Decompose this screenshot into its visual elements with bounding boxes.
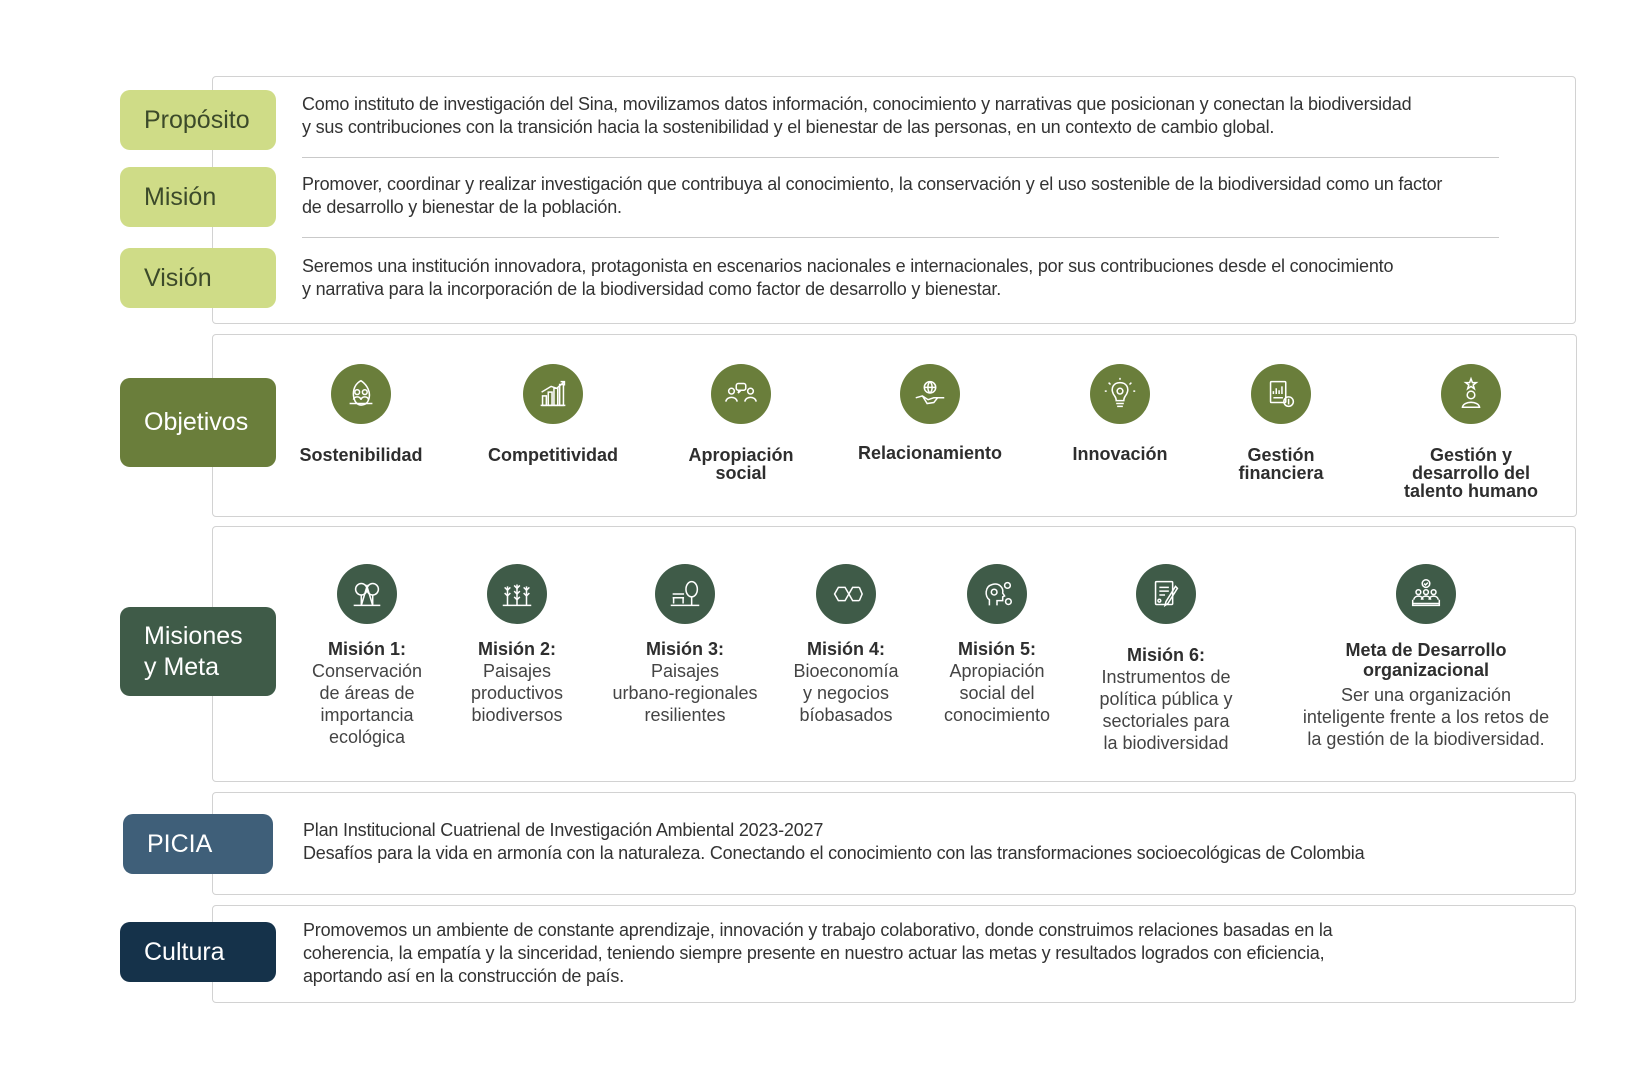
team-check-icon bbox=[1396, 564, 1456, 624]
forest-trees-icon bbox=[337, 564, 397, 624]
meta-desc: Ser una organización inteligente frente a los retos de la gestión de la biodiversidad. bbox=[1302, 685, 1550, 749]
mision-text: Promover, coordinar y realizar investigación que contribuya al conocimiento, la conservación y el uso sostenible de la biodiversidad como un factor de desarrollo y bienestar de la población. bbox=[302, 174, 1443, 217]
lightbulb-gear-icon bbox=[1090, 364, 1150, 424]
picia-tag: PICIA bbox=[123, 814, 273, 874]
mision-1 bbox=[282, 564, 452, 748]
mision-desc: Instrumentos de política pública y sectoriales para la biodiversidad bbox=[1099, 667, 1233, 753]
objetivo-relacionamiento bbox=[855, 364, 1005, 462]
mision-title: Misión 5: bbox=[957, 639, 1036, 659]
mision-desc: Conservación de áreas de importancia ecológica bbox=[311, 661, 423, 747]
objetivo-sostenibilidad bbox=[286, 364, 436, 464]
proposito-tag: Propósito bbox=[120, 90, 276, 150]
proposito-text: Como instituto de investigación del Sina, movilizamos datos información, conocimiento y narrativas que posicionan y conectan la biodiversidad y sus contribuciones con la transición hacia la sostenibilidad y el bienestar de las personas, en un contexto de cambio global. bbox=[302, 94, 1412, 137]
mision-title: Misión 4: bbox=[806, 639, 885, 659]
handshake-globe-icon bbox=[900, 364, 960, 424]
molecule-icon bbox=[816, 564, 876, 624]
objetivo-gestion-financiera bbox=[1206, 364, 1356, 482]
separator-2 bbox=[302, 237, 1499, 238]
community-group-icon bbox=[711, 364, 771, 424]
mision-4 bbox=[756, 564, 936, 726]
bench-tree-icon bbox=[655, 564, 715, 624]
person-star-icon bbox=[1441, 364, 1501, 424]
objetivo-innovacion bbox=[1045, 364, 1195, 463]
mision-desc: Bioeconomía y negocios bíobasados bbox=[793, 661, 899, 725]
mision-desc: Paisajes urbano-regionales resilientes bbox=[612, 661, 758, 725]
mision-3 bbox=[590, 564, 780, 726]
crops-plants-icon bbox=[487, 564, 547, 624]
cultura-tag: Cultura bbox=[120, 922, 276, 982]
mision-tag: Misión bbox=[120, 167, 276, 227]
mision-title: Misión 6: bbox=[1126, 645, 1205, 665]
objetivos-tag: Objetivos bbox=[120, 378, 276, 467]
separator-1 bbox=[302, 157, 1499, 158]
misiones-tag: Misiones y Meta bbox=[120, 607, 276, 696]
picia-text: Plan Institucional Cuatrienal de Investigación Ambiental 2023-2027 Desafíos para la vida en armonía con la naturaleza. Conectando el conocimiento con las transformaciones socioecológicas de Colombia bbox=[303, 820, 1365, 863]
objetivo-talento-humano bbox=[1389, 364, 1553, 500]
objetivo-label: Innovación bbox=[1072, 444, 1168, 464]
cultura-text: Promovemos un ambiente de constante aprendizaje, innovación y trabajo colaborativo, donde construimos relaciones basadas en la coherencia, la empatía y la sinceridad, teniendo siempre presente en nuestro actuar las metas y resultados logrados con eficiencia, aportando así en la construcción de país. bbox=[303, 920, 1333, 986]
objetivo-competitividad bbox=[478, 364, 628, 464]
objetivo-label: Gestión financiera bbox=[1238, 445, 1324, 483]
objetivo-label: Competitividad bbox=[487, 445, 618, 465]
vision-text: Seremos una institución innovadora, protagonista en escenarios nacionales e internacionales, por sus contribuciones desde el conocimiento y narrativa para la incorporación de la biodiversidad como factor de desarrollo y bienestar. bbox=[302, 256, 1394, 299]
objetivo-label: Sostenibilidad bbox=[299, 445, 423, 465]
objetivo-label: Apropiación social bbox=[688, 445, 794, 483]
mision-desc: Paisajes productivos biodiversos bbox=[470, 661, 564, 725]
mision-title: Misión 1: bbox=[327, 639, 406, 659]
mision-desc: Apropiación social del conocimiento bbox=[943, 661, 1051, 725]
objetivo-label: Gestión y desarrollo del talento humano bbox=[1404, 445, 1538, 501]
people-in-leaf-icon bbox=[331, 364, 391, 424]
objetivo-label: Relacionamiento bbox=[857, 443, 1003, 463]
mision-2 bbox=[432, 564, 602, 726]
growth-bar-chart-icon bbox=[523, 364, 583, 424]
mision-title: Misión 2: bbox=[477, 639, 556, 659]
meta-desarrollo-organizacional bbox=[1276, 564, 1576, 750]
head-gears-icon bbox=[967, 564, 1027, 624]
vision-tag: Visión bbox=[120, 248, 276, 308]
meta-title: Meta de Desarrollo organizacional bbox=[1345, 640, 1507, 680]
mision-6 bbox=[1076, 564, 1256, 754]
document-pen-icon bbox=[1136, 564, 1196, 624]
objetivo-apropiacion-social bbox=[666, 364, 816, 482]
mision-title: Misión 3: bbox=[645, 639, 724, 659]
financial-report-coins-icon bbox=[1251, 364, 1311, 424]
mision-5 bbox=[912, 564, 1082, 726]
